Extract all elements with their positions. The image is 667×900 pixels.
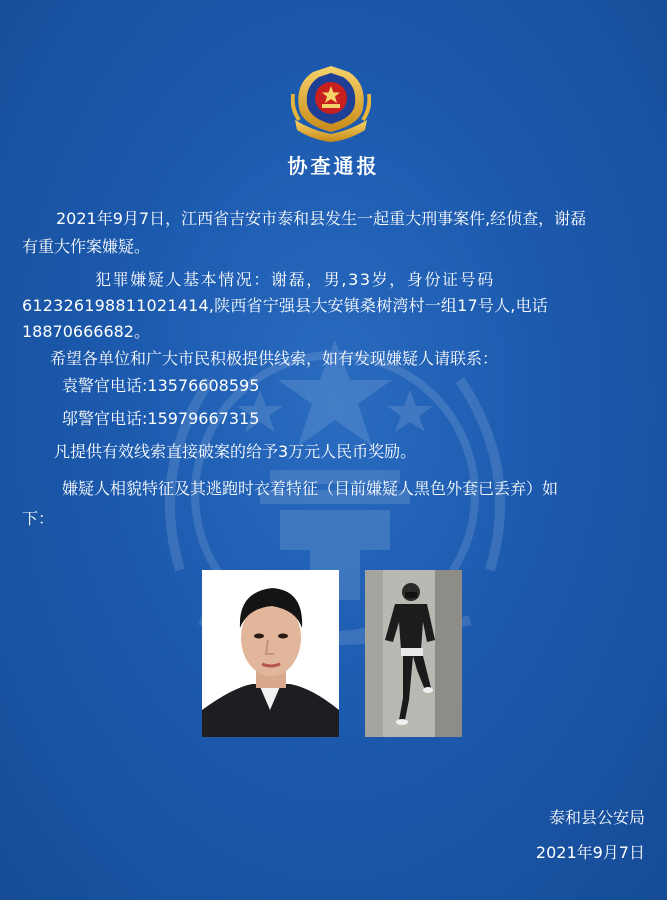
page-title: 协查通报 xyxy=(287,154,380,178)
paragraph-suspect-line1: 犯罪嫌疑人基本情况：谢磊，男,33岁，身份证号码 xyxy=(95,270,495,289)
issue-date: 2021年9月7日 xyxy=(535,843,645,862)
paragraph-features-line1: 嫌疑人相貌特征及其逃跑时衣着特征（目前嫌疑人黑色外套已丢弃）如 xyxy=(62,479,559,498)
contact-officer-yuan: 袁警官电话:13576608595 xyxy=(62,376,260,395)
paragraph-suspect-line3: 18870666682。 xyxy=(22,322,150,341)
paragraph-features-line2: 下： xyxy=(22,509,55,528)
contact-officer-wu: 邬警官电话:15979667315 xyxy=(62,409,260,428)
reward-notice: 凡提供有效线索直接破案的给予3万元人民币奖励。 xyxy=(54,442,417,461)
police-emblem-icon xyxy=(291,64,371,142)
paragraph-suspect-line2: 612326198811021414,陕西省宁强县大安镇桑树湾村一组17号人,电话 xyxy=(22,296,548,315)
suspect-portrait-photo xyxy=(202,570,339,737)
paragraph-appeal: 希望各单位和广大市民积极提供线索，如有发现嫌疑人请联系： xyxy=(50,349,499,368)
paragraph-incident-line1: 2021年9月7日，江西省吉安市泰和县发生一起重大刑事案件,经侦查，谢磊 xyxy=(56,209,587,228)
paragraph-incident-line2: 有重大作案嫌疑。 xyxy=(22,237,151,256)
issuer-name: 泰和县公安局 xyxy=(548,808,645,827)
suspect-surveillance-photo xyxy=(365,570,462,737)
